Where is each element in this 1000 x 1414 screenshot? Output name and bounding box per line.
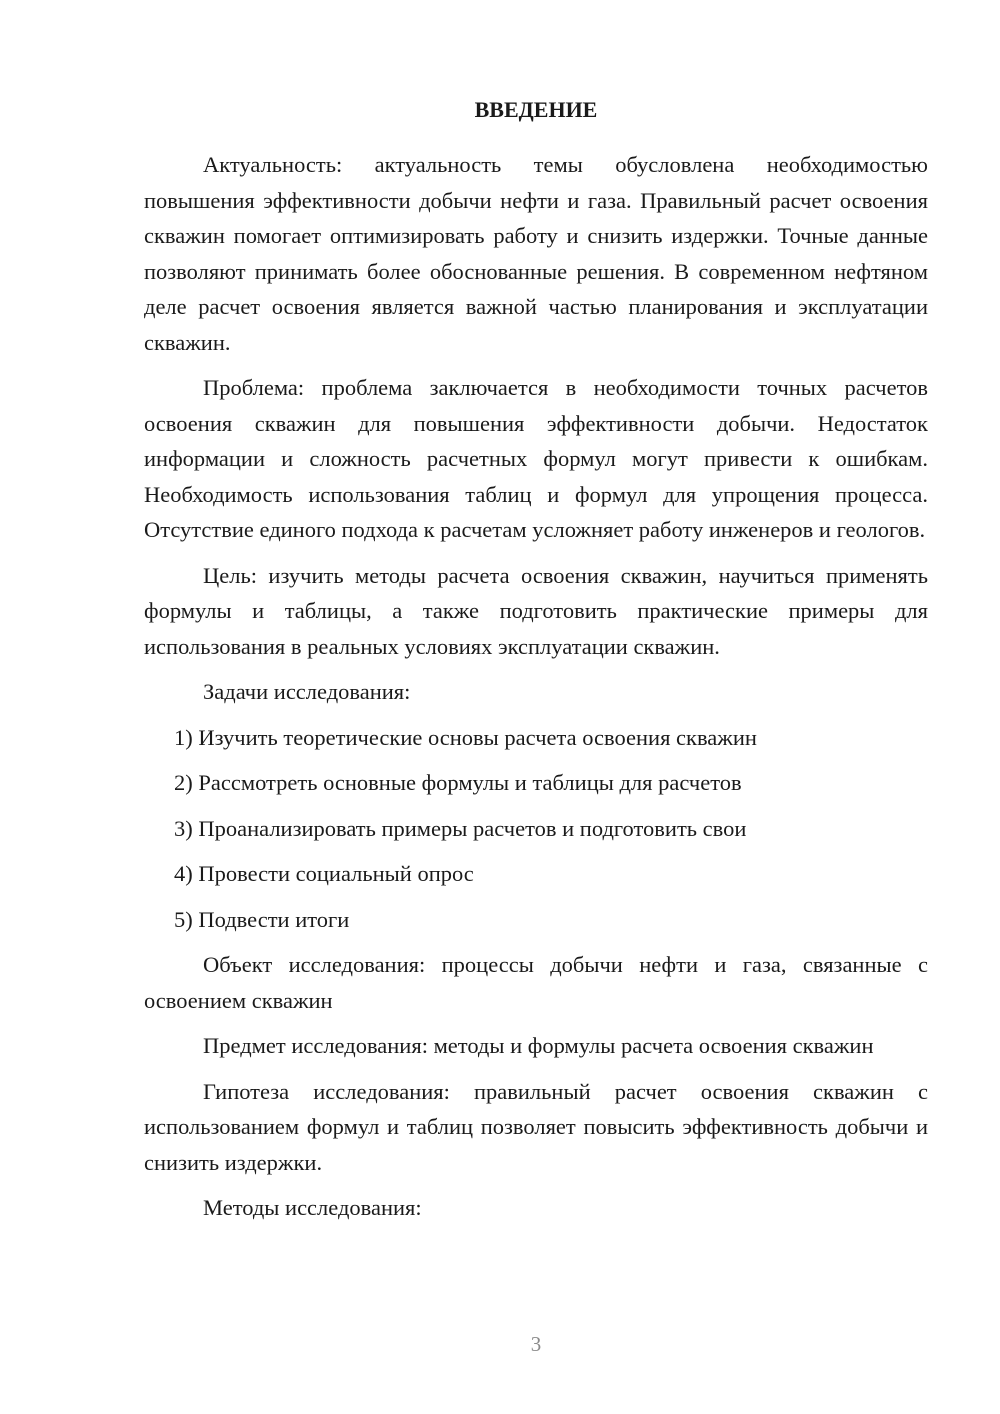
- paragraph-problem: Проблема: проблема заключается в необходимости точных расчетов освоения скважин для повышения эффективности добычи. Недостаток информации и сложность расчетных формул могут привести к ошибкам. Необходимость использования таблиц и формул для упрощения процесса. Отсутствие единого подхода к расчетам усложняет работу инженеров и геологов.: [144, 375, 928, 542]
- list-item: 5) Подвести итоги: [174, 906, 350, 932]
- tasks-list: [144, 720, 928, 938]
- paragraph-goal: Цель: изучить методы расчета освоения скважин, научиться применять формулы и таблицы, а также подготовить практические примеры для использования в реальных условиях эксплуатации скважин.: [144, 562, 928, 659]
- list-item: 4) Провести социальный опрос: [174, 861, 474, 886]
- paragraph-object: Объект исследования: процессы добычи нефти и газа, связанные с освоением скважин: [144, 952, 928, 1013]
- tasks-heading: Задачи исследования:: [203, 679, 411, 704]
- list-item: 1) Изучить теоретические основы расчета освоения скважин: [174, 724, 757, 750]
- document-body: [144, 92, 928, 1236]
- page-number: 3: [530, 1332, 542, 1356]
- paragraph-relevance: Актуальность: актуальность темы обусловлена необходимостью повышения эффективности добычи нефти и газа. Правильный расчет освоения скважин помогает оптимизировать работу и снизить издержки. Точные данные позволяют принимать более обоснованные решения. В современном нефтяном деле расчет освоения является важной частью планирования и эксплуатации скважин.: [144, 152, 928, 355]
- list-item: 2) Рассмотреть основные формулы и таблицы для расчетов: [174, 770, 742, 795]
- list-item: 3) Проанализировать примеры расчетов и подготовить свои: [174, 815, 747, 841]
- paragraph-hypothesis: Гипотеза исследования: правильный расчет освоения скважин с использованием формул и таблиц позволяет повысить эффективность добычи и снизить издержки.: [144, 1078, 928, 1175]
- paragraph-subject: Предмет исследования: методы и формулы расчета освоения скважин: [203, 1033, 874, 1058]
- page-title: ВВЕДЕНИЕ: [474, 97, 598, 122]
- methods-heading: Методы исследования:: [203, 1195, 422, 1220]
